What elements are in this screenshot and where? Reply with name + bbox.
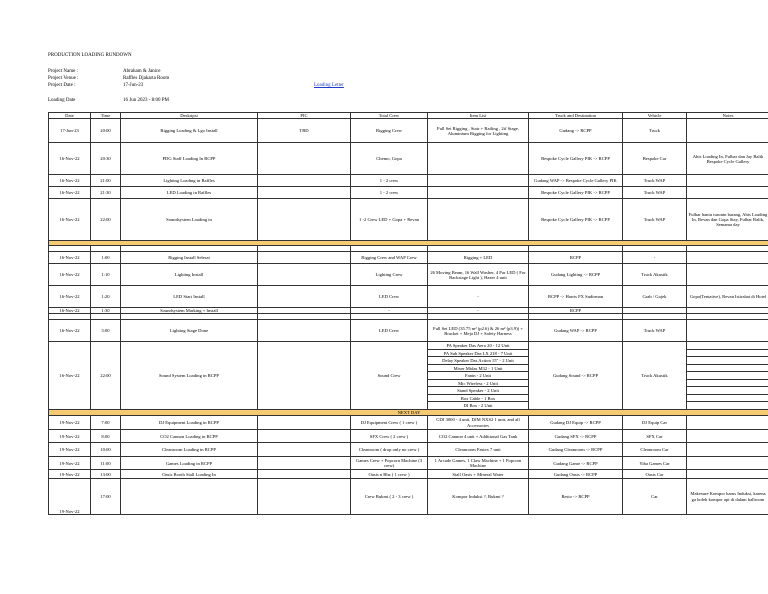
cell-date: 19-Nov-22	[49, 430, 91, 443]
cell-crew: Lighting Crew	[351, 264, 428, 286]
cell-date: 19-Nov-22	[49, 416, 91, 430]
cell-description: CO2 Cannon Loading in RCPP	[121, 430, 258, 443]
table-row	[49, 430, 768, 443]
cell-items: 26 Moving Beam, 16 Wall Washer, 4 Par LED ( For Backstage Light ), Hazer 4 unit	[428, 264, 529, 286]
cell-pic: TBD	[258, 119, 351, 143]
cell-vehicle: DJ Equip Car	[623, 416, 687, 430]
cell-date: 16-Nov-22	[49, 252, 91, 264]
project-date-label: Project Date :	[48, 83, 76, 88]
cell-vehicle: SFX Car	[623, 430, 687, 443]
cell-description: DJ Equipment Loading in RCPP	[121, 416, 258, 430]
cell-truck: Bespoke Cycle Gallery PIK -> RCPP	[529, 199, 623, 241]
cell-items	[428, 187, 529, 199]
table-row	[49, 320, 768, 342]
cell-truck: Gudang SFX -> RCPP	[529, 430, 623, 443]
loading-date: 16 Jun 2023 - 8:00 PM	[123, 98, 169, 103]
cell-pic	[258, 320, 351, 342]
cell-crew: SFX Crew ( 2 crew )	[351, 430, 428, 443]
cell-crew: Games Crew + Popcorn Machine (3 crew)	[351, 457, 428, 470]
cell-date: 16-Nov-22	[49, 264, 91, 286]
cell-time: 22:00	[91, 199, 121, 241]
document-title: PRODUCTION LOADING RUNDOWN	[48, 53, 132, 58]
col-header-vehicle: Vehicle	[623, 113, 687, 119]
cell-items: Full Set Rigging , Stair + Railing , 2tf Stage, Aluminium Rigging for Lighting	[428, 119, 529, 143]
cell-notes	[687, 342, 768, 350]
cell-description: Games Loading in RCPP	[121, 457, 258, 470]
cell-notes	[687, 119, 768, 143]
cell-pic	[258, 252, 351, 264]
cell-notes: Gopa(Tentative), Revan Istirahat di Hotel	[687, 286, 768, 308]
cell-items: 1 Arcade Games, 1 Claw Machine + 1 Popcorn Machine	[428, 457, 529, 470]
cell-pic	[258, 286, 351, 308]
table-row	[49, 286, 768, 308]
project-venue-label: Project Venue :	[48, 76, 79, 81]
cell-description: Soundsystem Loading in	[121, 199, 258, 241]
cell-vehicle: Bespoke Car	[623, 143, 687, 175]
cell-pic	[258, 143, 351, 175]
project-name: Abraham & Janice	[123, 69, 161, 74]
cell-date: 16-Nov-22	[49, 286, 91, 308]
cell-notes: Makesure Kompor harus Induksi, karena ga boleh kompor api di dalam ballroom	[687, 479, 768, 515]
cell-items: Rigging + LED	[428, 252, 529, 264]
cell-pic	[258, 416, 351, 430]
loading-date-label: Loading Date	[48, 98, 76, 103]
col-header-truck-destination: Truck and Destination	[529, 113, 623, 119]
table-row	[49, 187, 768, 199]
cell-items: CDJ 3000 - 4 unit, DJM NXS2 1 unit, and all Accessories	[428, 416, 529, 430]
cell-truck: RCPP	[529, 252, 623, 264]
cell-vehicle: Truck WAP	[623, 187, 687, 199]
cell-time: 1:00	[91, 252, 121, 264]
cell-description: Rigging Install Selesai	[121, 252, 258, 264]
cell-date: 19-Nov-22	[49, 457, 91, 470]
cell-crew: 1 -2 Crew LED + Gopa + Revan	[351, 199, 428, 241]
cell-truck: RCPP -> Harris FX Sudirman	[529, 286, 623, 308]
project-venue: Raffles Djakarta Room	[123, 76, 170, 81]
cell-notes: Abis Loading In, Fulbar dan Jay Balik Bespoke Cycle Gallery	[687, 143, 768, 175]
cell-crew: -	[351, 308, 428, 314]
cell-vehicle: Cleanroom Car	[623, 443, 687, 457]
table-row	[49, 264, 768, 286]
cell-time: 1:20	[91, 286, 121, 308]
cell-description: Cleanroom Loading in RCPP	[121, 443, 258, 457]
cell-pic	[258, 175, 351, 187]
table-row	[49, 175, 768, 187]
cell-vehicle: Grab / Gojek	[623, 286, 687, 308]
cell-crew: Sound Crew	[351, 342, 428, 410]
cell-truck: Gudang Lighting -> RCPP	[529, 264, 623, 286]
cell-items: Cleanroom Fastex 7 unit	[428, 443, 529, 457]
cell-vehicle: Truck WAP	[623, 199, 687, 241]
cell-truck: Gudang Cleanroom -> RCPP	[529, 443, 623, 457]
cell-date: 16-Nov-22	[49, 342, 91, 410]
cell-date: 16-Nov-22	[49, 175, 91, 187]
rundown-table	[48, 112, 768, 515]
cell-pic	[258, 199, 351, 241]
sound-item: PA Sub Speaker Das LX 218 - 7 Unit	[428, 349, 529, 357]
col-header-description: Deskripsi	[121, 113, 258, 119]
sound-item: Mixer Midas M32 - 1 Unit	[428, 364, 529, 372]
cell-time: 20:30	[91, 143, 121, 175]
cell-description: PDG Staff Loading In RCPP	[121, 143, 258, 175]
cell-notes	[687, 175, 768, 187]
cell-time: 13:00	[91, 470, 121, 479]
sound-item: Fanin - 2 Unit	[428, 372, 529, 380]
col-header-time: Time	[91, 113, 121, 119]
cell-vehicle: -	[623, 252, 687, 264]
cell-description: Sound System Loading in RCPP	[121, 342, 258, 410]
next-day-label: NEXT DAY	[49, 409, 768, 415]
cell-date: 19-Nov-22	[49, 470, 91, 479]
cell-items	[428, 175, 529, 187]
cell-crew: Cleanroom ( drop only no crew )	[351, 443, 428, 457]
cell-time: 11:00	[91, 457, 121, 470]
cell-truck: RCPP	[529, 308, 623, 314]
cell-time: 10:00	[91, 443, 121, 457]
table-row	[49, 457, 768, 470]
sound-item: Box Cable - 1 Box	[428, 394, 529, 402]
cell-description	[121, 479, 258, 515]
cell-date: 16-Nov-22	[49, 143, 91, 175]
cell-pic	[258, 187, 351, 199]
col-header-item-list: Item List	[428, 113, 529, 119]
cell-items: Stall Oasis + Mineral Water	[428, 470, 529, 479]
cell-truck: Gudang DJ Equip -> RCPP	[529, 416, 623, 430]
cell-notes	[687, 187, 768, 199]
cell-crew: Rigging Crew and WAP Crew	[351, 252, 428, 264]
cell-time: 1:30	[91, 308, 121, 314]
cell-truck: Gudang WAP -> Bespoke Cycle Gallery PIK	[529, 175, 623, 187]
cell-truck: Gudang Oasis -> RCPP	[529, 470, 623, 479]
sound-item: Delay Speaker Das Action 15" - 2 Unit	[428, 357, 529, 365]
cell-items	[428, 143, 529, 175]
cell-crew: Chemo, Gopa	[351, 143, 428, 175]
table-row	[49, 143, 768, 175]
cell-vehicle: Truck	[623, 119, 687, 143]
cell-time: 20:00	[91, 119, 121, 143]
table-row	[49, 199, 768, 241]
cell-notes	[687, 264, 768, 286]
cell-description: Lighting Install	[121, 264, 258, 286]
cell-date: 16-Nov-22	[49, 320, 91, 342]
cell-crew: 1 - 2 crew	[351, 187, 428, 199]
cell-date: 16-Nov-22	[49, 199, 91, 241]
cell-truck: Gudang Game -> RCPP	[529, 457, 623, 470]
cell-truck: Gudang Sound -> RCPP	[529, 342, 623, 410]
cell-time: 21:00	[91, 175, 121, 187]
cell-pic	[258, 264, 351, 286]
cell-pic	[258, 342, 351, 410]
cell-crew: Rigging Crew	[351, 119, 428, 143]
table-row	[49, 443, 768, 457]
cell-time: 17:00	[91, 479, 121, 515]
cell-time: 1:10	[91, 264, 121, 286]
sound-item: PA Speaker Das Aero 20 - 12 Unit	[428, 342, 529, 350]
cell-items	[428, 199, 529, 241]
cell-crew: 1 - 2 crew	[351, 175, 428, 187]
cell-description: Lighting Stage Done	[121, 320, 258, 342]
cell-crew: DJ Equipment Crew ( 1 crew )	[351, 416, 428, 430]
table-row	[49, 252, 768, 264]
project-name-label: Project Name :	[48, 69, 78, 74]
cell-vehicle: Truck Akustik	[623, 342, 687, 410]
cell-date: 17-Jun-23	[49, 119, 91, 143]
cell-notes	[687, 443, 768, 457]
cell-pic	[258, 443, 351, 457]
table-row	[49, 119, 768, 143]
sound-item: Stand Speaker - 2 Unit	[428, 387, 529, 395]
cell-date: 19-Nov-22	[49, 479, 91, 515]
cell-description: Oasis Booth Stall Loading In	[121, 470, 258, 479]
cell-pic	[258, 479, 351, 515]
project-date: 17-Jun-23	[123, 83, 144, 88]
cell-items: Kompor Induksi ?, Bukmi ?	[428, 479, 529, 515]
cell-notes	[687, 320, 768, 342]
col-header-pic: PIC	[258, 113, 351, 119]
cell-notes	[687, 252, 768, 264]
cell-time: 3:00	[91, 320, 121, 342]
loading-letter-link[interactable]: Loading Letter	[314, 83, 344, 88]
cell-notes: Fulbar bantu turunin barang, Abis Loading In, Revan dan Gopa Stay, Fulbar Balik, Semama day	[687, 199, 768, 241]
cell-vehicle: Truck Akustik	[623, 264, 687, 286]
cell-description: LED Loading in Raffles	[121, 187, 258, 199]
cell-items: -	[428, 286, 529, 308]
table-row	[49, 470, 768, 479]
col-header-total-crew: Total Crew	[351, 113, 428, 119]
cell-crew: LED Crew	[351, 286, 428, 308]
cell-truck: Gudang WAP -> RCPP	[529, 320, 623, 342]
table-row	[49, 479, 768, 515]
col-header-date: Date	[49, 113, 91, 119]
cell-truck: Bespoke Cycle Gallery PIK -> RCPP	[529, 187, 623, 199]
cell-time: 7:00	[91, 416, 121, 430]
cell-notes	[687, 430, 768, 443]
col-header-notes: Notes	[687, 113, 768, 119]
cell-items: -	[428, 308, 529, 314]
cell-truck: Bespoke Cycle Gallery PIK -> RCPP	[529, 143, 623, 175]
cell-notes	[687, 470, 768, 479]
cell-pic	[258, 470, 351, 479]
cell-vehicle: Car	[623, 479, 687, 515]
cell-time: 8:00	[91, 430, 121, 443]
cell-pic	[258, 430, 351, 443]
cell-truck: Resto -> RCPP	[529, 479, 623, 515]
cell-time: 21:30	[91, 187, 121, 199]
cell-date: 19-Nov-22	[49, 443, 91, 457]
cell-crew: Crew Bukmi ( 2 - 3 crew )	[351, 479, 428, 515]
cell-items: Full Set LED (35.75 m² (p2.6) & 26 m² (p3.9)) + Bracket + Meja DJ + Safety Harness	[428, 320, 529, 342]
sound-item: Mic Wireless - 2 Unit	[428, 379, 529, 387]
cell-description: LED Start Install	[121, 286, 258, 308]
cell-notes	[687, 416, 768, 430]
cell-description: Rigging Loading & Lgo Install	[121, 119, 258, 143]
cell-crew: LED Crew	[351, 320, 428, 342]
cell-notes	[687, 457, 768, 470]
cell-description: Lighting Loading in Raffles	[121, 175, 258, 187]
cell-vehicle: Truck WAP	[623, 320, 687, 342]
cell-pic	[258, 457, 351, 470]
table-row	[49, 416, 768, 430]
cell-time: 22:00	[91, 342, 121, 410]
sound-item: DI Box - 2 Unit	[428, 402, 529, 410]
cell-date: 16-Nov-22	[49, 187, 91, 199]
cell-vehicle: Yiba Games Car	[623, 457, 687, 470]
table-row	[49, 342, 768, 350]
cell-items: CO2 Cannon 4 unit + Additional Gas Tank	[428, 430, 529, 443]
cell-crew: Oasis n Bhz ( 1 crew )	[351, 470, 428, 479]
cell-date: 16-Nov-22	[49, 308, 91, 314]
cell-truck: Gudang -> RCPP	[529, 119, 623, 143]
cell-vehicle: Oasis Car	[623, 470, 687, 479]
cell-description: Soundsystem Marking + Install	[121, 308, 258, 314]
cell-vehicle: Truck WAP	[623, 175, 687, 187]
